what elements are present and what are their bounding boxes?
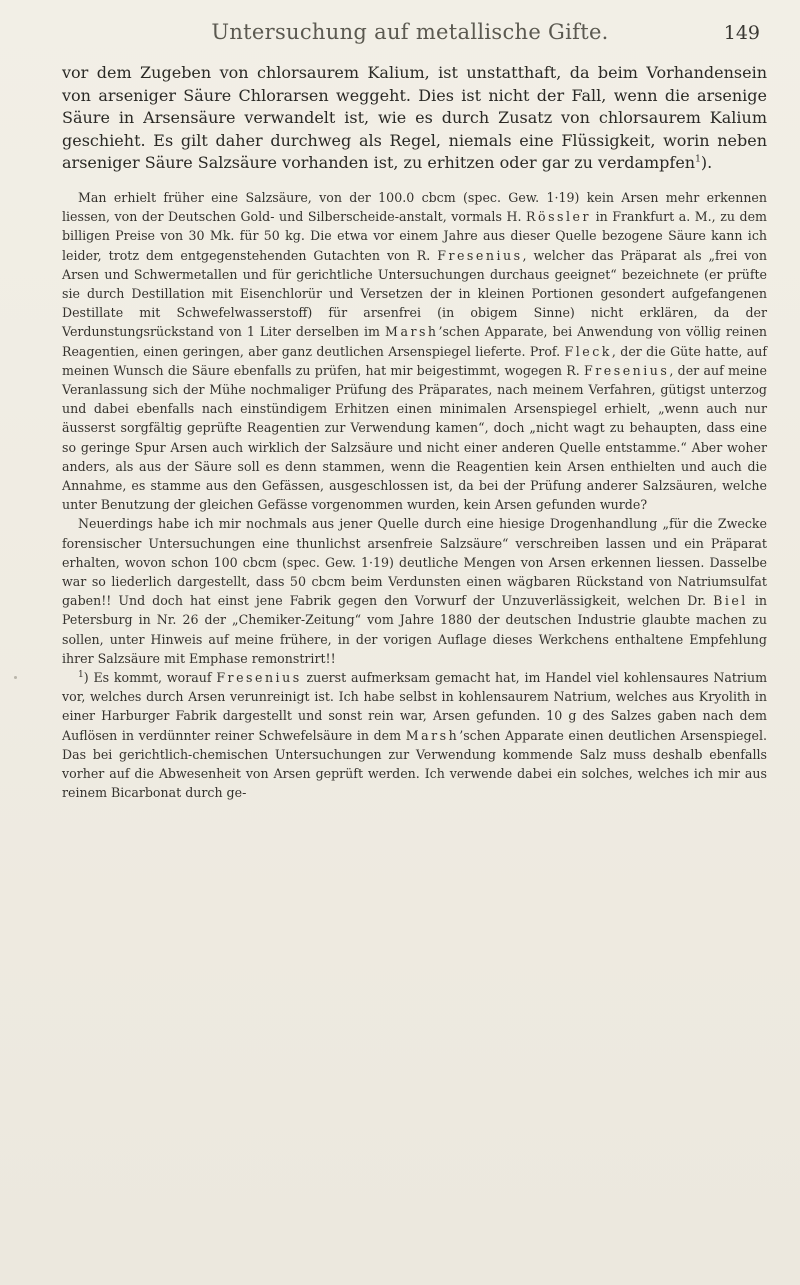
person-name: Fresenius bbox=[584, 362, 670, 378]
page-header bbox=[60, 20, 760, 60]
main-paragraph-text: vor dem Zugeben von chlorsaurem Kalium, ist unstatthaft, da beim Vorhandensein von arseniger Säure Chlorarsen weggeht. Dies ist nicht der Fall, wenn die arsenige Säure in Arsensäure verwandelt ist, wie es durch Zusatz von chlorsaurem Kalium geschieht. Es gilt daher durchweg als Regel, niemals eine Flüssigkeit, worin neben arseniger Säure Salzsäure vorhanden ist, zu erhitzen oder gar zu verdampfen bbox=[62, 63, 767, 173]
page-number: 149 bbox=[723, 22, 760, 44]
running-title: Untersuchung auf metallische Gifte. bbox=[211, 20, 609, 44]
small-paragraph-1 bbox=[62, 188, 767, 514]
text-segment: in Petersburg in Nr. 26 der „Chemiker-Zeitung“ vom Jahre 1880 der deutschen Industrie glaubte machen zu sollen, unter Hinweis auf meine frühere, in der vorigen Auflage dieses Werkchens enthaltene Empfehlung ihrer Salzsäure mit Emphase remonstrirt!! bbox=[62, 593, 767, 666]
person-name: Fresenius bbox=[437, 247, 523, 263]
small-paragraph-2 bbox=[62, 514, 767, 668]
text-segment: Man erhielt früher eine Salzsäure, von der 100.0 cbcm (spec. Gew. 1·19) kein Arsen mehr erkennen liessen, von der Deutschen Gold- und Silberscheide-anstalt, vormals H. bbox=[62, 189, 767, 225]
footnote bbox=[62, 668, 767, 802]
page-body bbox=[62, 62, 767, 802]
footnote-marker: 1 bbox=[78, 669, 84, 680]
person-name: Fleck bbox=[564, 343, 612, 359]
text-segment: Neuerdings habe ich mir nochmals aus jener Quelle durch eine hiesige Drogenhandlung „für die Zwecke forensischer Untersuchungen eine thunlichst arsenfreie Salzsäure“ verschreiben lassen und ein Präparat erhalten, wovon schon 100 cbcm (spec. Gew. 1·19) deutliche Mengen von Arsen erkennen liessen. Dasselbe war so liederlich dargestellt, dass 50 cbcm beim Verdunsten einen wägbaren Rückstand von Natriumsulfat gaben!! Und doch hat einst jene Fabrik gegen den Vorwurf der Unzuverlässigkeit, welchen Dr. bbox=[62, 516, 767, 609]
footnote-reference: 1 bbox=[695, 155, 701, 166]
text-segment: , der auf meine Veranlassung sich der Mühe nochmaliger Prüfung des Präparates, nach meinem Verfahren, gütigst unterzog und dabei ebenfalls nach einstündigem Erhitzen einen minimalen Arsenspiegel erhielt, „wenn auch nur äusserst sorgfältig geprüfte Reagentien zur Verwendung kamen“, doch „nicht wagt zu behaupten, dass eine so geringe Spur Arsen auch wirklich der Salzsäure und nicht einer anderen Quelle entstamme.“ Aber woher anders, als aus der Säure soll es denn stammen, wenn die Reagentien kein Arsen enthielten und auch die Annahme, es stamme aus den Gefässen, ausgeschlossen ist, da bei der Prüfung anderer Salzsäuren, welche unter Benutzung der gleichen Gefässe vorgenommen wurden, kein Arsen gefunden wurde? bbox=[62, 362, 767, 513]
person-name: Fresenius bbox=[216, 670, 302, 686]
person-name: Marsh bbox=[385, 324, 439, 340]
small-print-section bbox=[62, 188, 767, 803]
text-segment: in Frankfurt a. M., zu dem billigen Preise von 30 Mk. für 50 kg. Die etwa vor einem Jahre aus dieser Quelle bezogene Säure kann ich leider, trotz dem entgegenstehenden Gutachten von R. bbox=[62, 209, 767, 263]
person-name: Marsh bbox=[405, 727, 460, 743]
text-segment: zuerst aufmerksam gemacht hat, im Handel viel kohlensaures Natrium vor, welches durch Arsen verunreinigt ist. Ich habe selbst in kohlensaurem Natrium, welches aus Kryolith in einer Harburger Fabrik dargestellt und sonst rein war, Arsen gefunden. 10 g des Salzes gaben nach dem Auflösen in verdünnter reiner Schwefelsäure in dem bbox=[62, 670, 768, 743]
main-paragraph-end: ). bbox=[700, 153, 713, 173]
person-name: Biel bbox=[713, 593, 748, 609]
main-paragraph bbox=[62, 62, 767, 175]
text-segment: , der die Güte hatte, auf meinen Wunsch die Säure ebenfalls zu prüfen, hat mir beigestimmt, wogegen R. bbox=[62, 343, 768, 378]
text-segment: ) Es kommt, worauf bbox=[83, 670, 217, 686]
text-segment: ’schen Apparate, bei Anwendung von völlig reinen Reagentien, einen geringen, aber ganz deutlichen Arsenspiegel lieferte. Prof. bbox=[62, 324, 768, 359]
margin-speck bbox=[14, 676, 17, 679]
main-text bbox=[62, 62, 767, 175]
person-name: Rössler bbox=[526, 209, 592, 225]
text-segment: ’schen Apparate einen deutlichen Arsenspiegel. Das bei gerichtlich-chemischen Untersuchungen zur Verwendung kommende Salz muss deshalb ebenfalls vorher auf die Abwesenheit von Arsen geprüft werden. Ich verwende dabei ein solches, welches ich mir aus reinem Bicarbonat durch ge- bbox=[62, 727, 768, 801]
text-segment: , welcher das Präparat als „frei von Arsen und Schwermetallen und für gerichtliche Untersuchungen durchaus geeignet“ bezeichnete (er prüfte sie durch Destillation mit Eisenchlorür und Versetzen der in kleinen Portionen gesondert aufgefangenen Destillate mit Schwefelwasserstoff) für arsenfrei (in obigem Sinne) nicht erklären, da der Verdunstungsrückstand von 1 Liter derselben im bbox=[62, 247, 768, 340]
